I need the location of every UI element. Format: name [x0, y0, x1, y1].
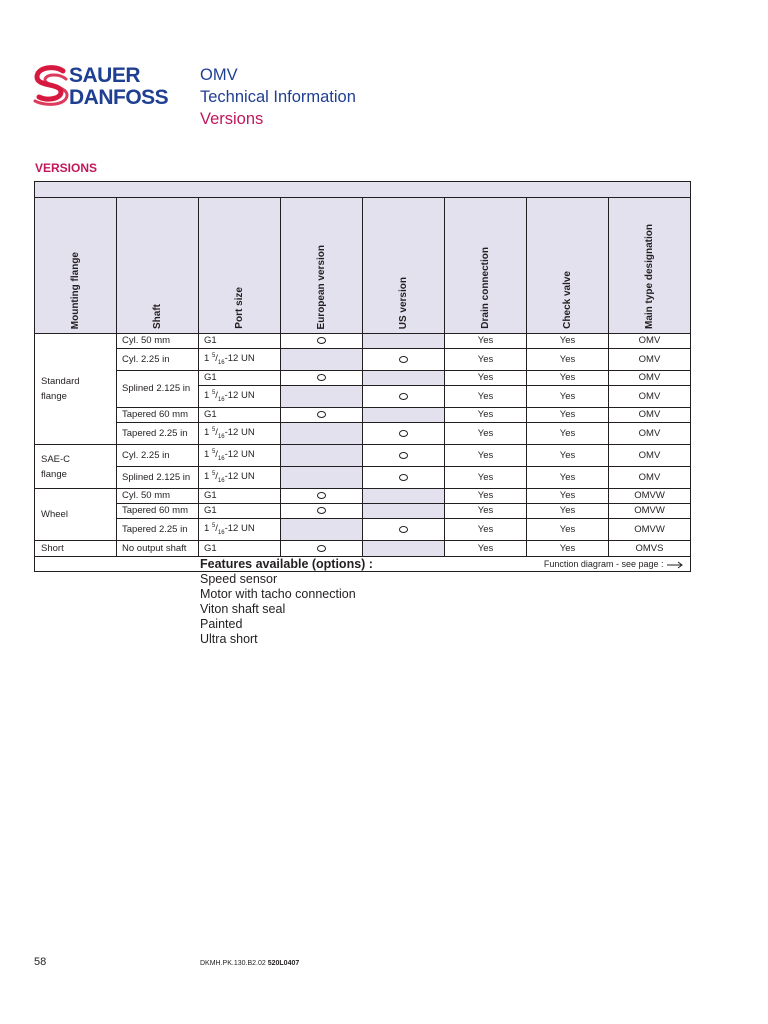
column-header-label: Check valve [562, 271, 573, 329]
section-title: VERSIONS [35, 161, 98, 175]
mounting-flange-cell [35, 445, 117, 489]
table-row [35, 408, 691, 423]
european-version-cell [281, 408, 363, 423]
port-size-cell: 1 $^5/_{16}-12$ UN [199, 423, 281, 445]
drain-connection-cell: Yes [445, 541, 527, 557]
logo-wordmark [69, 65, 168, 109]
sauer-danfoss-logo [33, 65, 188, 111]
feature-item: Viton shaft seal [200, 602, 286, 616]
us-version-cell [363, 489, 445, 504]
mounting-flange-cell [35, 541, 117, 557]
function-diagram-label: Function diagram - see page : [543, 559, 664, 570]
mounting-flange-label: Wheel [41, 509, 68, 521]
option-circle-icon [399, 430, 408, 437]
doc-code: DKMH.PK.130.B2.02 [200, 960, 266, 967]
versions-table [34, 181, 691, 572]
port-size-cell: G1 [199, 371, 281, 386]
option-circle-icon [399, 474, 408, 481]
drain-connection-cell: Yes [445, 334, 527, 349]
table-row [35, 371, 691, 386]
shaft-cell: Cyl. 50 mm [117, 334, 199, 349]
main-type-cell: OMVS [609, 541, 691, 557]
column-header [281, 198, 363, 334]
main-type-cell: OMV [609, 349, 691, 371]
mounting-flange-cell [35, 334, 117, 445]
shaft-cell: Tapered 2.25 in [117, 423, 199, 445]
mounting-flange-label: flange [41, 391, 67, 403]
table-row [35, 334, 691, 349]
mounting-flange-cell [35, 489, 117, 541]
option-circle-icon [317, 411, 326, 418]
table-row [35, 504, 691, 519]
doc-id: 520L0407 [267, 960, 300, 967]
option-circle-icon [317, 337, 326, 344]
page-number: 58 [34, 956, 47, 968]
column-header-label: Port size [234, 287, 245, 329]
drain-connection-cell: Yes [445, 489, 527, 504]
main-type-cell: OMV [609, 467, 691, 489]
port-size-cell: G1 [199, 541, 281, 557]
option-circle-icon [317, 507, 326, 514]
port-size-cell: 1 $^5/_{16}-12$ UN [199, 445, 281, 467]
mounting-flange-label: SAE-C [41, 453, 71, 465]
european-version-cell [281, 334, 363, 349]
column-header-label: Mounting flange [70, 251, 81, 329]
european-version-cell [281, 386, 363, 408]
main-type-cell: OMV [609, 408, 691, 423]
check-valve-cell: Yes [527, 445, 609, 467]
drain-connection-cell: Yes [445, 349, 527, 371]
check-valve-cell: Yes [527, 349, 609, 371]
main-type-cell: OMVW [609, 504, 691, 519]
column-header [609, 198, 691, 334]
european-version-cell [281, 467, 363, 489]
us-version-cell [363, 423, 445, 445]
us-version-cell [363, 408, 445, 423]
european-version-cell [281, 349, 363, 371]
drain-connection-cell: Yes [445, 445, 527, 467]
column-header [445, 198, 527, 334]
option-circle-icon [399, 393, 408, 400]
option-circle-icon [399, 526, 408, 533]
main-type-cell: OMV [609, 334, 691, 349]
option-circle-icon [399, 356, 408, 363]
check-valve-cell: Yes [527, 371, 609, 386]
mounting-flange-label: Standard [41, 376, 80, 388]
shaft-cell: Tapered 60 mm [117, 408, 199, 423]
mounting-flange-label: Short [41, 543, 64, 555]
us-version-cell [363, 467, 445, 489]
feature-item: Ultra short [200, 632, 258, 646]
features-block [200, 557, 373, 647]
option-circle-icon [317, 492, 326, 499]
table-row [35, 445, 691, 467]
drain-connection-cell: Yes [445, 371, 527, 386]
check-valve-cell: Yes [527, 386, 609, 408]
features-title: Features available (options) : [200, 557, 373, 571]
check-valve-cell: Yes [527, 489, 609, 504]
port-size-cell: G1 [199, 408, 281, 423]
main-type-cell: OMV [609, 423, 691, 445]
port-size-cell: G1 [199, 489, 281, 504]
european-version-cell [281, 541, 363, 557]
document-reference [200, 960, 299, 967]
shaft-cell: Cyl. 2.25 in [117, 349, 199, 371]
column-header [363, 198, 445, 334]
main-type-cell: OMVW [609, 489, 691, 504]
option-circle-icon [399, 452, 408, 459]
logo-line-1: SAUER [69, 64, 141, 87]
option-circle-icon [317, 374, 326, 381]
shaft-cell: Tapered 60 mm [117, 504, 199, 519]
drain-connection-cell: Yes [445, 386, 527, 408]
table-row [35, 423, 691, 445]
table-row [35, 349, 691, 371]
european-version-cell [281, 519, 363, 541]
column-header [117, 198, 199, 334]
check-valve-cell: Yes [527, 408, 609, 423]
us-version-cell [363, 504, 445, 519]
us-version-cell [363, 541, 445, 557]
check-valve-cell: Yes [527, 519, 609, 541]
drain-connection-cell: Yes [445, 467, 527, 489]
drain-connection-cell: Yes [445, 408, 527, 423]
column-header-label: Main type designation [644, 223, 655, 329]
us-version-cell [363, 349, 445, 371]
logo-swirl-icon [33, 65, 69, 109]
shaft-cell: Splined 2.125 in [117, 467, 199, 489]
check-valve-cell: Yes [527, 423, 609, 445]
european-version-cell [281, 423, 363, 445]
column-header [199, 198, 281, 334]
table-row [35, 541, 691, 557]
drain-connection-cell: Yes [445, 504, 527, 519]
option-circle-icon [317, 545, 326, 552]
main-type-cell: OMV [609, 371, 691, 386]
check-valve-cell: Yes [527, 504, 609, 519]
port-size-cell: G1 [199, 334, 281, 349]
european-version-cell [281, 445, 363, 467]
port-size-cell: 1 $^5/_{16}-12$ UN [199, 349, 281, 371]
check-valve-cell: Yes [527, 467, 609, 489]
header-section: Versions [200, 110, 264, 128]
mounting-flange-label: flange [41, 468, 67, 480]
arrow-right-icon [666, 561, 684, 569]
column-header-label: US version [398, 276, 409, 329]
table-row [35, 519, 691, 541]
column-header-label: Shaft [152, 304, 163, 329]
column-header-label: Drain connection [480, 247, 491, 329]
feature-item: Painted [200, 617, 243, 631]
us-version-cell [363, 334, 445, 349]
shaft-cell: Cyl. 50 mm [117, 489, 199, 504]
check-valve-cell: Yes [527, 541, 609, 557]
column-header [35, 198, 117, 334]
shaft-cell: Cyl. 2.25 in [117, 445, 199, 467]
european-version-cell [281, 489, 363, 504]
table-top-band [35, 182, 691, 198]
document-header [200, 64, 356, 130]
port-size-cell: 1 $^5/_{16}-12$ UN [199, 519, 281, 541]
main-type-cell: OMV [609, 386, 691, 408]
drain-connection-cell: Yes [445, 519, 527, 541]
european-version-cell [281, 371, 363, 386]
us-version-cell [363, 371, 445, 386]
main-type-cell: OMV [609, 445, 691, 467]
us-version-cell [363, 445, 445, 467]
header-product: OMV [200, 66, 238, 84]
us-version-cell [363, 519, 445, 541]
column-header [527, 198, 609, 334]
header-doc-type: Technical Information [200, 88, 356, 106]
main-type-cell: OMVW [609, 519, 691, 541]
feature-item: Speed sensor [200, 572, 278, 586]
logo-line-2: DANFOSS [69, 86, 169, 109]
shaft-cell: Tapered 2.25 in [117, 519, 199, 541]
us-version-cell [363, 386, 445, 408]
european-version-cell [281, 504, 363, 519]
drain-connection-cell: Yes [445, 423, 527, 445]
port-size-cell: G1 [199, 504, 281, 519]
shaft-cell: Splined 2.125 in [117, 371, 199, 408]
table-row [35, 489, 691, 504]
feature-item: Motor with tacho connection [200, 587, 356, 601]
table-row [35, 467, 691, 489]
check-valve-cell: Yes [527, 334, 609, 349]
shaft-cell: No output shaft [117, 541, 199, 557]
port-size-cell: 1 $^5/_{16}-12$ UN [199, 386, 281, 408]
features-list [200, 572, 373, 647]
port-size-cell: 1 $^5/_{16}-12$ UN [199, 467, 281, 489]
column-header-label: European version [316, 244, 327, 329]
